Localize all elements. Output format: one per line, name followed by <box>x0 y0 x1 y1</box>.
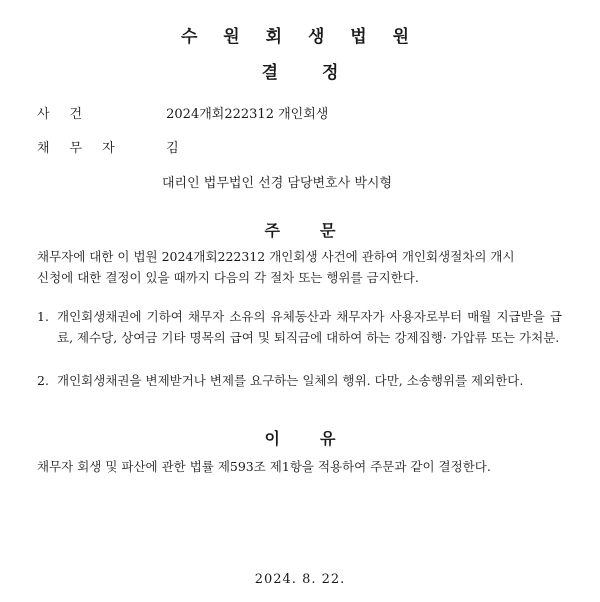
order-item-2 <box>37 370 565 391</box>
order-item-2-number: 2. <box>37 373 49 388</box>
order-item-1 <box>37 306 565 348</box>
reason-heading: 이유 <box>264 429 376 448</box>
order-item-2-text: 개인회생채권을 변제받거나 변제를 요구하는 일체의 행위. 다만, 소송행위를 제외한다. <box>57 373 524 388</box>
case-label: 사건 <box>37 107 103 122</box>
order-paragraph-line2: 신청에 대한 결정이 있을 때까지 다음의 각 절차 또는 행위를 금지한다. <box>37 270 419 285</box>
reason-text: 채무자 회생 및 파산에 관한 법률 제593조 제1항을 적용하여 주문과 같이 결정한다. <box>37 459 491 474</box>
decision-date: 2024. 8. 22. <box>254 572 346 587</box>
representative: 대리인 법무법인 선경 담당변호사 박시형 <box>162 176 393 191</box>
order-paragraph-line1: 채무자에 대한 이 법원 2024개회222312 개인회생 사건에 관하여 개인회생절차의 개시 <box>37 249 515 264</box>
order-paragraph <box>37 246 565 288</box>
debtor-value: 김 <box>166 141 179 156</box>
order-item-1-text: 개인회생채권에 기하여 채무자 소유의 유체동산과 채무자가 사용자로부터 매월 지급받을 급료, 제수당, 상여금 기타 명목의 급여 및 퇴직금에 대하여 하는 강제집행· 가압류 또는 가처분. <box>57 309 562 345</box>
court-name: 수 원 회 생 법 원 <box>180 27 420 47</box>
debtor-row <box>37 137 179 156</box>
order-item-1-number: 1. <box>37 309 49 324</box>
case-row <box>37 103 328 122</box>
case-value: 2024개회222312 개인회생 <box>166 107 329 122</box>
order-heading: 주문 <box>264 221 376 240</box>
debtor-label: 채무자 <box>37 141 135 156</box>
document-title: 결정 <box>261 63 383 83</box>
